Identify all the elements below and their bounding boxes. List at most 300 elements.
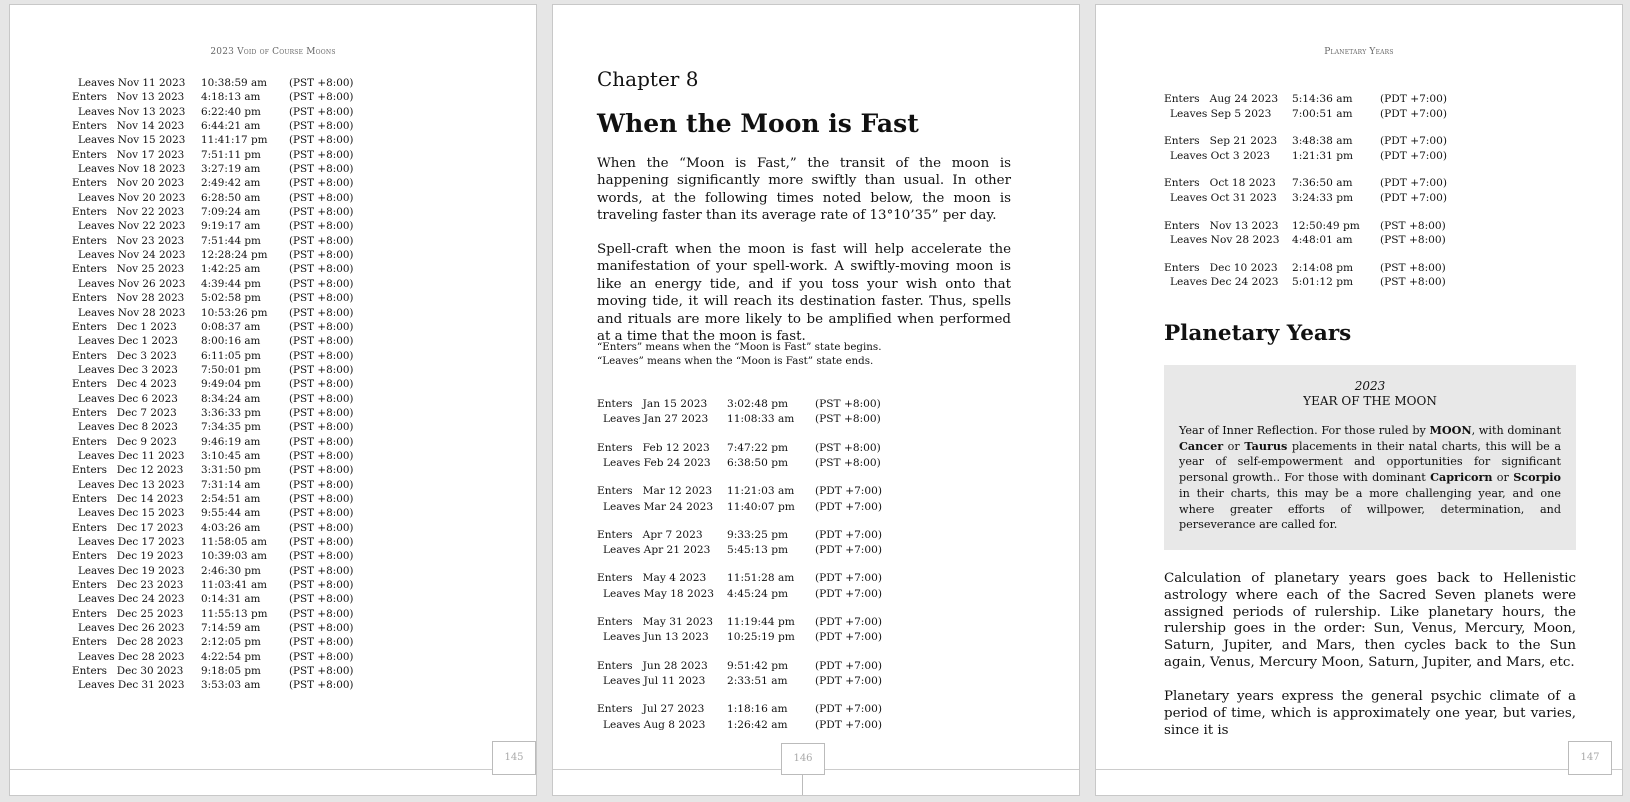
entry-group [1164, 134, 1447, 163]
date-cell: Leaves Dec 15 2023 [78, 507, 185, 520]
timezone-cell: (PST +8:00) [289, 507, 354, 520]
time-cell: 2:14:08 pm [1292, 261, 1354, 274]
table-row [72, 549, 359, 563]
time-cell: 11:03:41 am [201, 579, 268, 592]
date-cell: Leaves Nov 28 2023 [1170, 234, 1280, 247]
time-cell: 6:38:50 pm [727, 457, 789, 470]
date-cell: Leaves Nov 22 2023 [78, 220, 186, 233]
entry-group [597, 441, 882, 472]
date-cell: Enters Dec 10 2023 [1164, 261, 1278, 274]
time-cell: 2:54:51 am [201, 492, 261, 505]
date-cell: Enters Nov 25 2023 [72, 263, 185, 276]
running-head: 2023 Void of Course Moons [210, 47, 336, 57]
time-cell: 9:19:17 am [201, 220, 261, 233]
date-cell: Leaves Nov 13 2023 [78, 105, 186, 118]
date-cell: Leaves Aug 8 2023 [603, 718, 706, 731]
table-row [597, 412, 882, 427]
table-row [72, 592, 359, 606]
timezone-cell: (PST +8:00) [1380, 234, 1446, 247]
timezone-cell: (PST +8:00) [289, 593, 354, 606]
entry-group [1164, 92, 1447, 121]
timezone-cell: (PST +8:00) [1380, 261, 1446, 274]
time-cell: 7:51:11 pm [201, 148, 261, 161]
table-row [72, 248, 359, 262]
date-cell: Leaves Feb 24 2023 [603, 457, 711, 470]
time-cell: 11:21:03 am [727, 485, 795, 498]
timezone-cell: (PST +8:00) [815, 413, 881, 426]
time-cell: 11:58:05 am [201, 536, 268, 548]
time-cell: 7:31:14 am [201, 478, 261, 491]
time-cell: 7:51:44 pm [201, 234, 261, 247]
timezone-cell: (PST +8:00) [289, 564, 354, 577]
table-row [597, 543, 882, 558]
date-cell: Enters Dec 30 2023 [72, 665, 184, 678]
table-row [72, 621, 359, 635]
time-cell: 9:55:44 am [201, 507, 261, 520]
timezone-cell: (PST +8:00) [289, 550, 354, 563]
time-cell: 4:18:13 am [201, 91, 261, 104]
time-cell: 3:24:33 pm [1292, 191, 1354, 204]
date-cell: Enters Nov 23 2023 [72, 234, 185, 247]
time-cell: 11:40:07 pm [727, 500, 795, 513]
time-cell: 3:02:48 pm [727, 398, 789, 410]
date-cell: Enters Dec 12 2023 [72, 464, 184, 477]
date-cell: Enters Aug 24 2023 [1164, 93, 1279, 105]
moon-fast-table-continued [1164, 92, 1447, 303]
time-cell: 8:34:24 am [201, 392, 261, 405]
time-cell: 5:01:12 pm [1292, 276, 1354, 289]
paragraph: Spell-craft when the moon is fast will help accelerate the manifestation of your spell-work. A swiftly-moving moon is like an energy tide, and if you toss your wish onto that moving tide, it will reach its destination faster. Thus, spells and rituals are more likely to be amplified when performed at a time that the moon is fast. [597, 242, 1011, 345]
table-row [1164, 275, 1447, 290]
date-cell: Enters Nov 13 2023 [72, 91, 185, 104]
timezone-cell: (PDT +7:00) [815, 675, 882, 688]
time-cell: 7:50:01 pm [201, 363, 261, 376]
date-cell: Enters Sep 21 2023 [1164, 135, 1278, 148]
time-cell: 10:38:59 am [201, 77, 268, 89]
time-cell: 4:39:44 pm [201, 277, 261, 290]
timezone-cell: (PDT +7:00) [815, 718, 882, 731]
entry-group [597, 659, 882, 690]
time-cell: 3:31:50 pm [201, 464, 261, 477]
table-row [72, 578, 359, 592]
time-cell: 7:14:59 am [201, 622, 261, 635]
table-row [1164, 176, 1447, 191]
table-row [72, 492, 359, 506]
page-number-stem [802, 774, 803, 795]
date-cell: Leaves Oct 3 2023 [1170, 149, 1270, 162]
table-row [72, 478, 359, 492]
table-row [72, 191, 359, 205]
table-row [72, 90, 359, 104]
time-cell: 5:45:13 pm [727, 544, 789, 557]
date-cell: Leaves Dec 6 2023 [78, 392, 178, 405]
date-cell: Leaves Nov 15 2023 [78, 134, 186, 147]
note: “Leaves” means when the “Moon is Fast” state ends. [597, 355, 874, 367]
timezone-cell: (PST +8:00) [289, 277, 354, 290]
time-cell: 3:27:19 am [201, 163, 261, 176]
timezone-cell: (PDT +7:00) [815, 587, 882, 600]
year-info-box [1164, 365, 1576, 550]
section-title: Planetary Years [1164, 321, 1352, 346]
time-cell: 10:25:19 pm [727, 631, 795, 644]
time-cell: 1:26:42 am [727, 718, 788, 731]
table-row [72, 76, 359, 90]
time-cell: 4:22:54 pm [201, 650, 261, 663]
table-row [1164, 219, 1447, 234]
timezone-cell: (PST +8:00) [289, 105, 354, 118]
timezone-cell: (PST +8:00) [289, 607, 354, 620]
timezone-cell: (PST +8:00) [289, 148, 354, 161]
date-cell: Leaves Jun 13 2023 [603, 631, 709, 644]
time-cell: 0:14:31 am [201, 593, 261, 606]
timezone-cell: (PST +8:00) [289, 234, 354, 247]
time-cell: 1:42:25 am [201, 263, 261, 276]
time-cell: 6:11:05 pm [201, 349, 261, 362]
date-cell: Enters Nov 22 2023 [72, 206, 185, 219]
entry-group [597, 397, 882, 428]
date-cell: Leaves Dec 24 2023 [1170, 276, 1279, 289]
timezone-cell: (PDT +7:00) [815, 528, 882, 541]
date-cell: Leaves Nov 24 2023 [78, 249, 186, 262]
table-row [597, 500, 882, 515]
table-row [72, 664, 359, 678]
table-row [1164, 107, 1447, 122]
year-name: YEAR OF THE MOON [1303, 394, 1437, 408]
date-cell: Enters Mar 12 2023 [597, 485, 713, 498]
timezone-cell: (PDT +7:00) [815, 485, 882, 498]
date-cell: Leaves Sep 5 2023 [1170, 107, 1272, 120]
timezone-cell: (PDT +7:00) [815, 500, 882, 513]
table-row [72, 377, 359, 391]
timezone-cell: (PST +8:00) [289, 665, 354, 678]
table-row [72, 105, 359, 119]
table-row [72, 349, 359, 363]
table-row [1164, 92, 1447, 107]
timezone-cell: (PST +8:00) [289, 622, 354, 635]
table-row [597, 441, 882, 456]
table-row [72, 320, 359, 334]
table-row [72, 392, 359, 406]
page-145 [9, 4, 537, 796]
date-cell: Leaves Dec 8 2023 [78, 421, 178, 434]
moon-fast-table [597, 397, 882, 746]
timezone-cell: (PST +8:00) [1380, 219, 1446, 232]
void-of-course-table [72, 76, 359, 693]
time-cell: 7:00:51 am [1292, 107, 1353, 120]
timezone-cell: (PST +8:00) [289, 464, 354, 477]
date-cell: Leaves Nov 26 2023 [78, 277, 186, 290]
table-row [72, 219, 359, 233]
time-cell: 9:33:25 pm [727, 528, 789, 541]
table-row [597, 718, 882, 733]
table-row [72, 277, 359, 291]
date-cell: Enters Jul 27 2023 [597, 703, 705, 716]
date-cell: Leaves Oct 31 2023 [1170, 191, 1277, 204]
table-row [72, 449, 359, 463]
table-row [72, 420, 359, 434]
date-cell: Leaves Apr 21 2023 [603, 544, 711, 557]
time-cell: 4:48:01 am [1292, 234, 1353, 247]
paragraph: Planetary years express the general psychic climate of a period of time, which is approximately one year, but varies, since it is [1164, 689, 1576, 738]
footer-line [10, 769, 536, 770]
entry-group [1164, 176, 1447, 205]
time-cell: 5:14:36 am [1292, 93, 1353, 105]
timezone-cell: (PST +8:00) [289, 134, 354, 147]
timezone-cell: (PST +8:00) [289, 650, 354, 663]
time-cell: 0:08:37 am [201, 320, 261, 333]
timezone-cell: (PST +8:00) [289, 91, 354, 104]
timezone-cell: (PDT +7:00) [815, 616, 882, 629]
date-cell: Leaves Dec 31 2023 [78, 679, 185, 692]
table-row [72, 234, 359, 248]
time-cell: 9:51:42 pm [727, 659, 789, 672]
date-cell: Enters Nov 13 2023 [1164, 219, 1279, 232]
timezone-cell: (PDT +7:00) [1380, 135, 1447, 148]
timezone-cell: (PST +8:00) [289, 636, 354, 649]
table-row [597, 587, 882, 602]
year-description: Year of Inner Reflection. For those ruled by MOON, with dominant Cancer or Taurus placements in their natal charts, this will be a year of self-empowerment and opportunities for significant personal growth.. For those with dominant Capricorn or Scorpio in their charts, this may be a more challenging year, and one where greater efforts of willpower, determination, and perseverance are called for. [1179, 423, 1561, 532]
timezone-cell: (PST +8:00) [289, 349, 354, 362]
date-cell: Enters Nov 20 2023 [72, 177, 185, 190]
date-cell: Enters Dec 28 2023 [72, 636, 184, 649]
timezone-cell: (PST +8:00) [289, 421, 354, 434]
date-cell: Enters Feb 12 2023 [597, 441, 710, 454]
timezone-cell: (PST +8:00) [289, 392, 354, 405]
time-cell: 4:45:24 pm [727, 587, 789, 600]
timezone-cell: (PDT +7:00) [815, 544, 882, 557]
date-cell: Enters Dec 7 2023 [72, 406, 177, 419]
timezone-cell: (PDT +7:00) [815, 659, 882, 672]
timezone-cell: (PST +8:00) [289, 679, 354, 692]
time-cell: 6:44:21 am [201, 120, 261, 133]
date-cell: Enters May 31 2023 [597, 616, 714, 629]
date-cell: Leaves Dec 13 2023 [78, 478, 185, 491]
timezone-cell: (PST +8:00) [289, 449, 354, 462]
time-cell: 7:36:50 am [1292, 177, 1353, 190]
date-cell: Leaves Nov 20 2023 [78, 191, 186, 204]
table-row [72, 535, 359, 549]
page-146 [552, 4, 1080, 796]
timezone-cell: (PST +8:00) [289, 378, 354, 391]
date-cell: Leaves Nov 18 2023 [78, 163, 186, 176]
table-row [72, 334, 359, 348]
time-cell: 10:53:26 pm [201, 306, 268, 319]
timezone-cell: (PST +8:00) [289, 263, 354, 276]
table-row [597, 571, 882, 586]
time-cell: 2:33:51 am [727, 675, 788, 688]
table-row [72, 119, 359, 133]
timezone-cell: (PDT +7:00) [1380, 107, 1447, 120]
date-cell: Enters Dec 9 2023 [72, 435, 177, 448]
date-cell: Leaves Dec 24 2023 [78, 593, 185, 606]
footer-line [1096, 769, 1622, 770]
time-cell: 11:55:13 pm [201, 607, 268, 620]
page-number: 146 [781, 743, 825, 775]
entry-group [1164, 261, 1447, 290]
table-row [72, 678, 359, 692]
table-row [72, 506, 359, 520]
timezone-cell: (PST +8:00) [289, 435, 354, 448]
table-row [72, 363, 359, 377]
time-cell: 5:02:58 pm [201, 292, 261, 305]
table-row [597, 528, 882, 543]
table-row [597, 484, 882, 499]
time-cell: 9:46:19 am [201, 435, 261, 448]
timezone-cell: (PST +8:00) [289, 77, 354, 89]
entry-group [597, 615, 882, 646]
timezone-cell: (PST +8:00) [815, 457, 881, 470]
time-cell: 3:36:33 pm [201, 406, 261, 419]
time-cell: 6:28:50 am [201, 191, 261, 204]
time-cell: 7:47:22 pm [727, 441, 789, 454]
time-cell: 12:50:49 pm [1292, 219, 1360, 232]
table-row [72, 306, 359, 320]
year: 2023 [1354, 379, 1386, 393]
date-cell: Enters Dec 3 2023 [72, 349, 177, 362]
date-cell: Leaves Dec 11 2023 [78, 449, 185, 462]
timezone-cell: (PST +8:00) [815, 441, 881, 454]
timezone-cell: (PST +8:00) [289, 191, 354, 204]
date-cell: Leaves Jul 11 2023 [603, 675, 706, 688]
timezone-cell: (PST +8:00) [289, 363, 354, 376]
timezone-cell: (PST +8:00) [289, 306, 354, 319]
time-cell: 2:46:30 pm [201, 564, 261, 577]
date-cell: Leaves Dec 17 2023 [78, 536, 185, 548]
table-row [1164, 233, 1447, 248]
timezone-cell: (PST +8:00) [289, 579, 354, 592]
date-cell: Enters Dec 4 2023 [72, 378, 177, 391]
time-cell: 11:51:28 am [727, 572, 795, 585]
time-cell: 7:09:24 am [201, 206, 261, 219]
timezone-cell: (PDT +7:00) [815, 703, 882, 716]
date-cell: Enters Nov 14 2023 [72, 120, 185, 133]
page-147 [1095, 4, 1623, 796]
time-cell: 2:12:05 pm [201, 636, 261, 649]
table-row [72, 463, 359, 477]
date-cell: Enters Jan 15 2023 [597, 398, 708, 410]
date-cell: Leaves Dec 1 2023 [78, 335, 178, 348]
date-cell: Enters Oct 18 2023 [1164, 177, 1276, 190]
chapter-title: When the Moon is Fast [597, 109, 919, 138]
table-row [72, 435, 359, 449]
time-cell: 12:28:24 pm [201, 249, 268, 262]
timezone-cell: (PDT +7:00) [1380, 149, 1447, 162]
date-cell: Enters Dec 1 2023 [72, 320, 177, 333]
timezone-cell: (PST +8:00) [289, 320, 354, 333]
table-row [72, 205, 359, 219]
table-row [1164, 191, 1447, 206]
date-cell: Leaves May 18 2023 [603, 587, 715, 600]
entry-group [597, 571, 882, 602]
timezone-cell: (PST +8:00) [289, 335, 354, 348]
date-cell: Enters May 4 2023 [597, 572, 707, 585]
table-row [597, 659, 882, 674]
timezone-cell: (PST +8:00) [289, 177, 354, 190]
table-row [72, 650, 359, 664]
timezone-cell: (PST +8:00) [289, 406, 354, 419]
time-cell: 3:48:38 am [1292, 135, 1353, 148]
timezone-cell: (PDT +7:00) [815, 631, 882, 644]
entry-group [1164, 219, 1447, 248]
time-cell: 2:49:42 am [201, 177, 261, 190]
table-row [72, 176, 359, 190]
date-cell: Enters Jun 28 2023 [597, 659, 708, 672]
table-row [72, 162, 359, 176]
date-cell: Enters Nov 28 2023 [72, 292, 185, 305]
table-row [72, 262, 359, 276]
timezone-cell: (PST +8:00) [289, 536, 354, 548]
time-cell: 6:22:40 pm [201, 105, 261, 118]
date-cell: Leaves Dec 28 2023 [78, 650, 185, 663]
date-cell: Enters Dec 17 2023 [72, 521, 184, 534]
time-cell: 3:10:45 am [201, 449, 261, 462]
timezone-cell: (PST +8:00) [289, 492, 354, 505]
timezone-cell: (PST +8:00) [815, 398, 881, 410]
table-row [72, 406, 359, 420]
time-cell: 1:18:16 am [727, 703, 788, 716]
table-row [72, 133, 359, 147]
date-cell: Enters Dec 25 2023 [72, 607, 184, 620]
timezone-cell: (PST +8:00) [289, 292, 354, 305]
date-cell: Leaves Mar 24 2023 [603, 500, 714, 513]
table-row [72, 521, 359, 535]
paragraph: Calculation of planetary years goes back to Hellenistic astrology where each of the Sacred Seven planets were assigned periods of rulership. Like planetary hours, the rulership goes in the order: Sun, Venus, Mercury, Moon, Saturn, Jupiter, and Mars, then cycles back to the Sun again, Venus, Mercury Moon, Saturn, Jupiter, and Mars, etc. [1164, 571, 1576, 670]
table-row [1164, 261, 1447, 276]
table-row [597, 702, 882, 717]
timezone-cell: (PST +8:00) [289, 120, 354, 133]
table-row [72, 635, 359, 649]
note: “Enters” means when the “Moon is Fast” state begins. [597, 341, 882, 353]
table-row [597, 397, 882, 412]
paragraph: When the “Moon is Fast,” the transit of the moon is happening significantly more swiftly than usual. In other words, at the following times noted below, the moon is traveling faster than its average rate of 13°10’35” per day. [597, 156, 1011, 224]
timezone-cell: (PST +8:00) [289, 220, 354, 233]
timezone-cell: (PST +8:00) [289, 163, 354, 176]
date-cell: Leaves Jan 27 2023 [603, 413, 709, 426]
date-cell: Leaves Nov 11 2023 [78, 77, 186, 89]
date-cell: Leaves Dec 19 2023 [78, 564, 185, 577]
timezone-cell: (PDT +7:00) [815, 572, 882, 585]
page-number: 145 [492, 741, 536, 775]
timezone-cell: (PDT +7:00) [1380, 93, 1447, 105]
time-cell: 11:41:17 pm [201, 134, 268, 147]
timezone-cell: (PST +8:00) [289, 521, 354, 534]
table-row [597, 674, 882, 689]
running-head: Planetary Years [1324, 47, 1394, 57]
entry-group [597, 484, 882, 515]
timezone-cell: (PDT +7:00) [1380, 177, 1447, 190]
table-row [72, 607, 359, 621]
time-cell: 7:34:35 pm [201, 421, 261, 434]
date-cell: Leaves Dec 3 2023 [78, 363, 178, 376]
date-cell: Leaves Nov 28 2023 [78, 306, 186, 319]
date-cell: Enters Apr 7 2023 [597, 528, 703, 541]
date-cell: Enters Dec 19 2023 [72, 550, 184, 563]
entry-group [597, 528, 882, 559]
timezone-cell: (PDT +7:00) [1380, 191, 1447, 204]
time-cell: 4:03:26 am [201, 521, 261, 534]
table-row [597, 456, 882, 471]
table-row [597, 615, 882, 630]
time-cell: 9:18:05 pm [201, 665, 261, 678]
date-cell: Enters Dec 23 2023 [72, 579, 184, 592]
timezone-cell: (PST +8:00) [289, 478, 354, 491]
timezone-cell: (PST +8:00) [289, 249, 354, 262]
entry-group [597, 702, 882, 733]
table-row [1164, 134, 1447, 149]
chapter-label: Chapter 8 [597, 67, 699, 91]
date-cell: Leaves Dec 26 2023 [78, 622, 185, 635]
date-cell: Enters Dec 14 2023 [72, 492, 184, 505]
